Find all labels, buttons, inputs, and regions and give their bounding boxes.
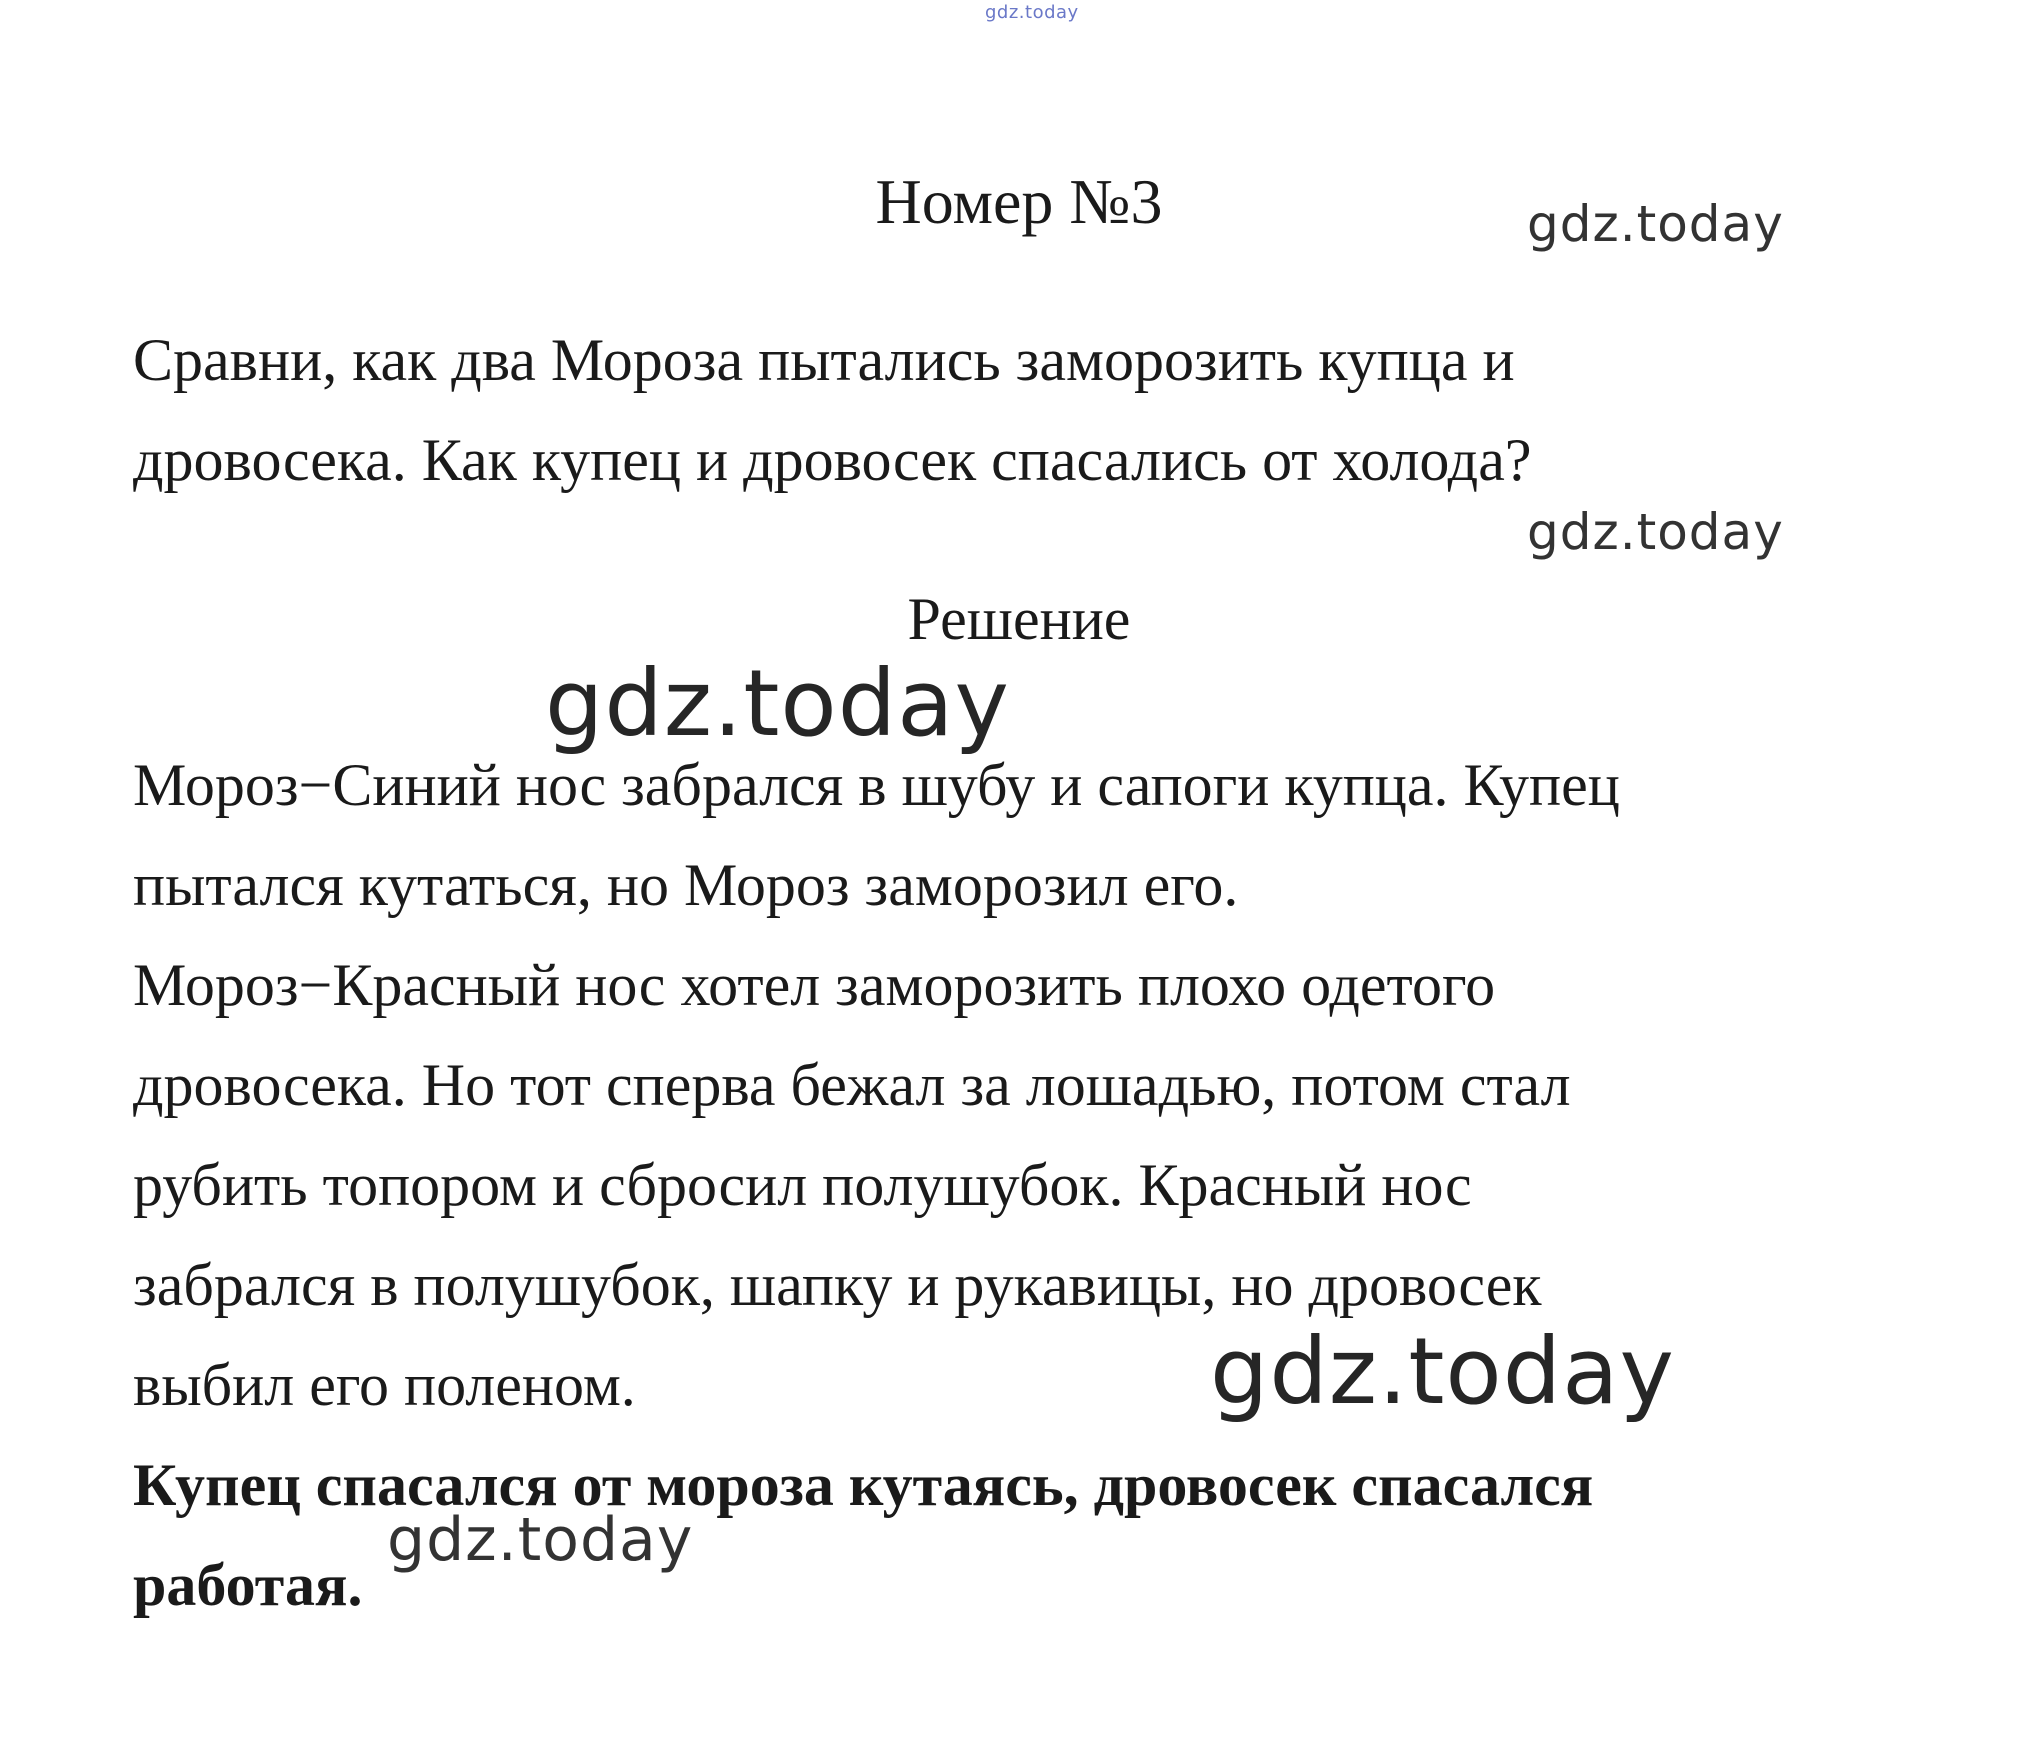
page-title: Номер №3 (875, 166, 1163, 237)
watermark: gdz.today (1527, 503, 1784, 561)
question-line: дровосека. Как купец и дровосек спасались от холода? (133, 427, 1532, 493)
watermark: gdz.today (387, 1505, 694, 1575)
answer-line: дровосека. Но тот сперва бежал за лошадью, потом стал (133, 1052, 1571, 1118)
solution-heading: Решение (907, 586, 1131, 652)
answer-line: Мороз−Красный нос хотел заморозить плохо одетого (133, 952, 1496, 1018)
answer-line: выбил его поленом. (133, 1352, 636, 1418)
question-text (133, 310, 1953, 510)
question-line: Сравни, как два Мороза пытались заморозить купца и (133, 327, 1515, 393)
answer-line: Мороз−Синий нос забрался в шубу и сапоги купца. Купец (133, 752, 1620, 818)
conclusion-line: Купец спасался от мороза кутаясь, дровосек спасался (133, 1452, 1594, 1518)
answer-line: пытался кутаться, но Мороз заморозил его. (133, 852, 1239, 918)
answer-text (133, 735, 1953, 1635)
conclusion-line: работая. (133, 1552, 363, 1618)
watermark: gdz.today (1210, 1318, 1675, 1425)
answer-line: рубить топором и сбросил полушубок. Красный нос (133, 1152, 1472, 1218)
answer-line: забрался в полушубок, шапку и рукавицы, но дровосек (133, 1252, 1542, 1318)
top-watermark: gdz.today (985, 2, 1079, 23)
watermark: gdz.today (545, 650, 1010, 757)
watermark: gdz.today (1527, 195, 1784, 253)
